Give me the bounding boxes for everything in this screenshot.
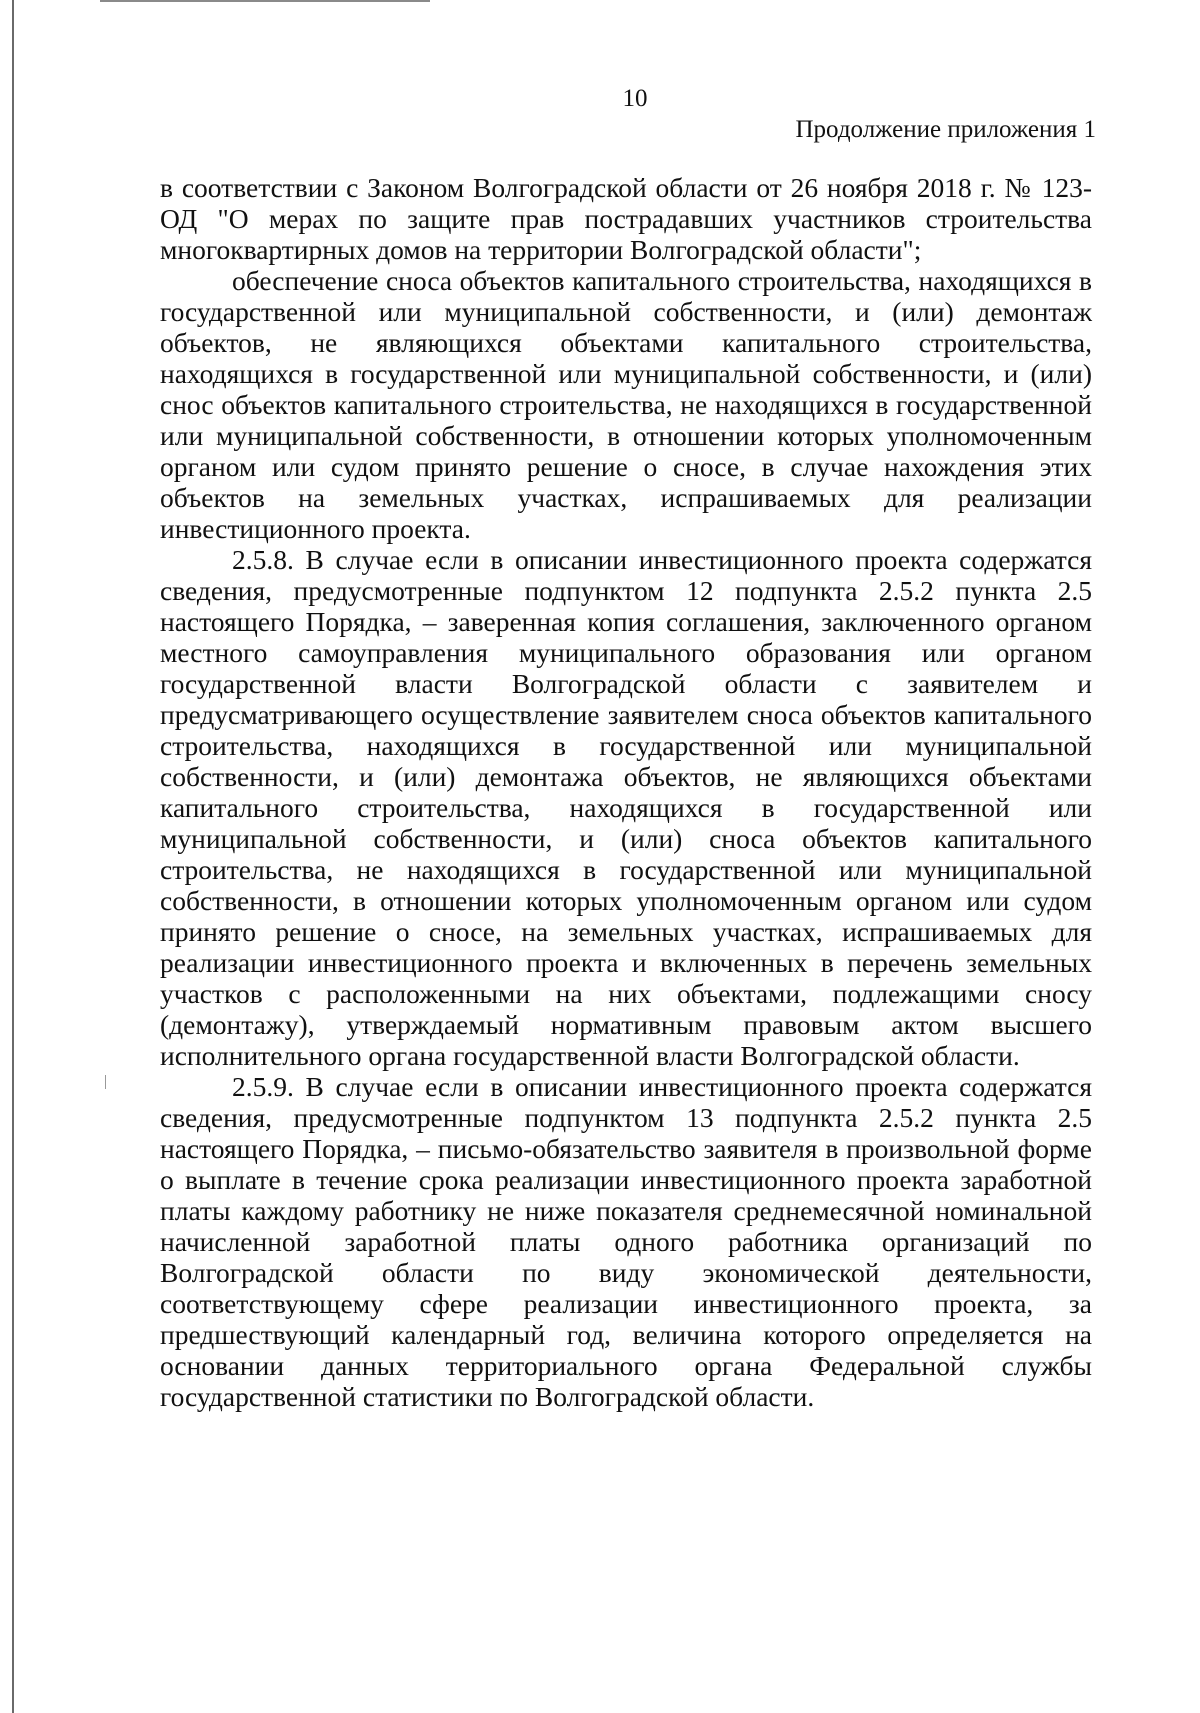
paragraph-demolition-provision: обеспечение сноса объектов капитального строительства, находящихся в государственной или муниципальной собственности, и (или) демонтаж объектов, не являющихся объектами капитального строительства, находящихся в государственной или муниципальной собственности, и (или) снос объектов капитального строительства, не находящихся в государственной или муниципальной собственности, в отношении которых уполномоченным органом или судом принято решение о сносе, в случае нахождения этих объектов на земельных участках, испрашиваемых для реализации инвестиционного проекта. xyxy=(160,265,1092,544)
scan-edge-top xyxy=(100,0,430,2)
page-number: 10 xyxy=(622,85,648,112)
appendix-label: Продолжение приложения 1 xyxy=(795,116,1096,143)
paragraph-2-5-9: 2.5.9. В случае если в описании инвестиционного проекта содержатся сведения, предусмотренные подпунктом 13 подпункта 2.5.2 пункта 2.5 настоящего Порядка, – письмо-обязательство заявителя в произвольной форме о выплате в течение срока реализации инвестиционного проекта заработной платы каждому работнику не ниже показателя среднемесячной номинальной начисленной заработной платы одного работника организаций по Волгоградской области по виду экономической деятельности, соответствующему сфере реализации инвестиционного проекта, за предшествующий календарный год, величина которого определяется на основании данных территориального органа Федеральной службы государственной статистики по Волгоградской области. xyxy=(160,1071,1092,1412)
scan-speck xyxy=(105,1075,106,1089)
paragraph-law-reference: в соответствии с Законом Волгоградской области от 26 ноября 2018 г. № 123-ОД "О мерах по защите прав пострадавших участников строительства многоквартирных домов на территории Волгоградской области"; xyxy=(160,172,1092,265)
scan-edge-left xyxy=(12,0,14,1713)
paragraph-2-5-8: 2.5.8. В случае если в описании инвестиционного проекта содержатся сведения, предусмотренные подпунктом 12 подпункта 2.5.2 пункта 2.5 настоящего Порядка, – заверенная копия соглашения, заключенного органом местного самоуправления муниципального образования или органом государственной власти Волгоградской области с заявителем и предусматривающего осуществление заявителем сноса объектов капитального строительства, находящихся в государственной или муниципальной собственности, и (или) демонтажа объектов, не являющихся объектами капитального строительства, находящихся в государственной или муниципальной собственности, и (или) сноса объектов капитального строительства, не находящихся в государственной или муниципальной собственности, в отношении которых уполномоченным органом или судом принято решение о сносе, на земельных участках, испрашиваемых для реализации инвестиционного проекта и включенных в перечень земельных участков с расположенными на них объектами, подлежащими сносу (демонтажу), утверждаемый нормативным правовым актом высшего исполнительного органа государственной власти Волгоградской области. xyxy=(160,544,1092,1071)
document-body xyxy=(160,172,1092,1412)
